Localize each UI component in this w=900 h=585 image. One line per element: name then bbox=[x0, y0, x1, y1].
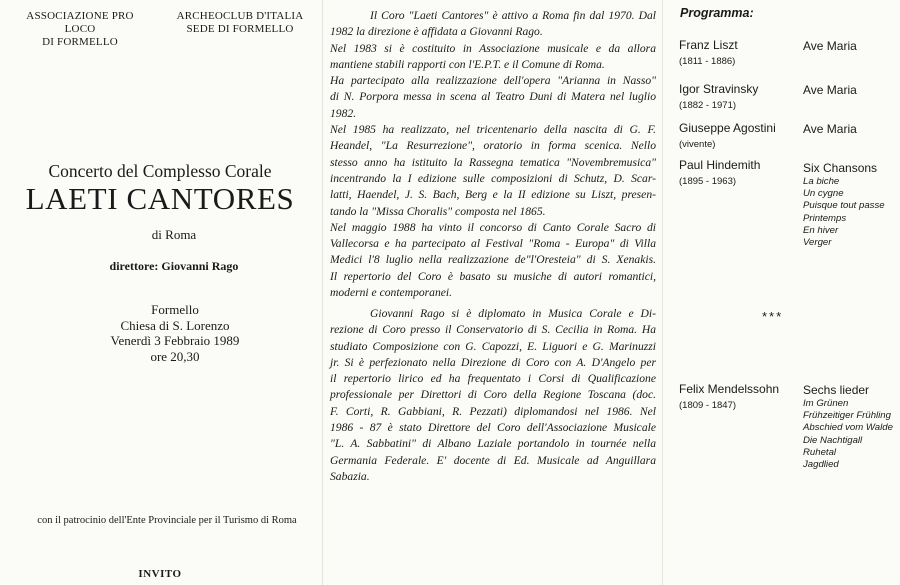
venue-date: Venerdì 3 Febbraio 1989 bbox=[110, 333, 240, 349]
bio-line: rezione di Coro presso il Conservatorio di S. Cecilia in Roma. Ha bbox=[330, 323, 656, 337]
history-line: Vallecorsa e ha partecipato al Festival "Roma - Europa" di Villa bbox=[330, 237, 656, 251]
composer-years: (1811 - 1886) bbox=[679, 56, 736, 67]
bio-line: studiato Composizione con G. Capozzi, E. Liguori e G. Marinuzzi bbox=[330, 339, 656, 353]
composer-years: (1882 - 1971) bbox=[679, 100, 737, 111]
text-panel bbox=[322, 0, 662, 585]
bio-line: Sabazia. bbox=[330, 469, 370, 483]
composer-hindemith bbox=[679, 158, 760, 188]
concert-subtitle: Concerto del Complesso Corale bbox=[48, 161, 272, 181]
song-title: Frühzeitiger Frühling bbox=[803, 410, 891, 422]
composer-name: Felix Mendelssohn bbox=[679, 382, 780, 396]
history-line: moderni e contemporanei. bbox=[330, 286, 453, 300]
song-title: Die Nachtigall bbox=[803, 434, 863, 446]
work-title: Six Chansons bbox=[803, 161, 878, 175]
history-line: 1982 la direzione è affidata a Giovanni Rago. bbox=[330, 25, 543, 39]
history-line: Nel 1983 si è costituito in Associazione musicale e da allora bbox=[330, 41, 656, 55]
history-line: Il Coro "Laeti Cantores" è attivo a Roma fin dal 1970. Dal bbox=[370, 9, 656, 22]
composer-name: Paul Hindemith bbox=[679, 158, 761, 172]
program-panel bbox=[662, 0, 900, 585]
section-separator: *** bbox=[762, 309, 784, 324]
director-bio bbox=[330, 306, 656, 485]
history-line: Ha partecipato alla realizzazione dell'opera "Arianna in Nasso" bbox=[330, 74, 656, 88]
history-line: Medici l'8 luglio nella realizzazione de"l'Oresteia" di S. Xenakis. bbox=[330, 253, 656, 267]
mendelssohn-lieder bbox=[803, 398, 893, 471]
composer-years: (vivente) bbox=[679, 139, 716, 150]
song-title: Im Grünen bbox=[803, 398, 849, 409]
venue-block bbox=[60, 302, 290, 364]
organizer-left-line: DI FORMELLO bbox=[42, 36, 118, 48]
work-title: Sechs lieder bbox=[803, 383, 870, 397]
cover-panel bbox=[0, 0, 322, 585]
history-line: Heandel, "La Resurrezione", oratorio in forma scenica. Nello bbox=[330, 139, 656, 153]
song-title: La biche bbox=[803, 176, 840, 187]
invito-label: INVITO bbox=[138, 568, 182, 580]
song-title: En hiver bbox=[803, 224, 839, 236]
venue-time: ore 20,30 bbox=[150, 348, 200, 364]
history-line: Il repertorio del Coro è basato su musiche di autori romantici, bbox=[330, 269, 656, 283]
composer-mendelssohn bbox=[679, 382, 779, 412]
work-title: Ave Maria bbox=[803, 39, 857, 53]
bio-line: jr. Si è perfezionato nella Direzione di Coro con A. D'Angelo per bbox=[330, 355, 656, 369]
bio-line: Germania Federale. E' docente di Ed. Musicale ad Anguillara bbox=[330, 453, 656, 467]
composer-liszt bbox=[679, 38, 738, 68]
bio-line: Giovanni Rago si è diplomato in Musica Corale e Di- bbox=[370, 307, 656, 320]
history-line: Nel maggio 1988 ha vinto il concorso di Canto Corale Sacro di bbox=[330, 220, 656, 234]
song-title: Abschied vom Walde bbox=[803, 422, 893, 434]
composer-years: (1895 - 1963) bbox=[679, 176, 737, 187]
history-line: incentrando la I edizione sulle composizioni di Schutz, D. Scar- bbox=[330, 171, 656, 185]
song-title: Verger bbox=[803, 237, 832, 249]
history-line: stesso anno ha istituito la Rassegna tematica "Novembremusica" bbox=[330, 155, 656, 169]
history-line: tando la "Missa Choralis" composta nel 1865. bbox=[330, 204, 546, 218]
history-line: latti, Haendel, J. S. Bach, Berg e la II edizione su Liszt, presen- bbox=[330, 188, 656, 202]
composer-years: (1809 - 1847) bbox=[679, 400, 737, 411]
choir-history bbox=[330, 8, 656, 301]
organizer-left-line: ASSOCIAZIONE PRO LOCO bbox=[26, 10, 134, 35]
bio-line: il repertorio lirico ed ha frequentato i Corsi di Qualificazione bbox=[330, 372, 656, 386]
composer-agostini bbox=[679, 121, 776, 151]
venue-church: Chiesa di S. Lorenzo bbox=[120, 317, 230, 333]
history-line: Nel 1985 ha realizzato, nel tricentenario della nascita di G. F. bbox=[330, 123, 656, 137]
history-line: mantiene stabili rapporti con l'E.P.T. e il Comune di Roma. bbox=[330, 57, 605, 71]
bio-line: "L. A. Sabbatini" di Albano Laziale portandolo in tournée nella bbox=[330, 437, 656, 451]
song-title: Puisque tout passe bbox=[803, 200, 885, 212]
organizer-left bbox=[14, 10, 146, 49]
bio-line: professionale per Direttori di Coro della Regione Toscana (doc. bbox=[330, 388, 656, 402]
work-title: Ave Maria bbox=[803, 122, 857, 136]
song-title: Un cygne bbox=[803, 188, 844, 200]
director-line: direttore: Giovanni Rago bbox=[109, 259, 239, 273]
organizer-right-line: SEDE DI FORMELLO bbox=[186, 23, 294, 35]
program-heading: Programma: bbox=[680, 6, 754, 20]
composer-name: Igor Stravinsky bbox=[679, 82, 759, 96]
song-title: Printemps bbox=[803, 212, 847, 224]
choir-title: LAETI CANTORES bbox=[25, 181, 295, 216]
history-line: di N. Porpora messa in scena al Teatro Duni di Matera nel luglio bbox=[330, 90, 656, 104]
patronage-note: con il patrocinio dell'Ente Provinciale per il Turismo di Roma bbox=[37, 515, 297, 526]
organizer-right-line: ARCHEOCLUB D'ITALIA bbox=[176, 10, 304, 22]
choir-city: di Roma bbox=[151, 227, 197, 242]
song-title: Ruhetal bbox=[803, 446, 837, 458]
bio-line: F. Corti, R. Gabbiani, R. Pezzati) diplomandosi nel 1986. Nel bbox=[330, 404, 656, 418]
bio-line: 1986 - 87 è stato Direttore del Coro dell'Associazione Musicale bbox=[330, 421, 656, 435]
composer-stravinsky bbox=[679, 82, 758, 112]
venue-town: Formello bbox=[151, 302, 199, 317]
composer-name: Giuseppe Agostini bbox=[679, 121, 776, 135]
organizer-right bbox=[170, 10, 310, 36]
hindemith-chansons bbox=[803, 176, 885, 249]
history-line: 1982. bbox=[330, 106, 357, 120]
composer-name: Franz Liszt bbox=[679, 38, 738, 52]
work-title: Ave Maria bbox=[803, 83, 857, 97]
song-title: Jagdlied bbox=[803, 459, 839, 471]
